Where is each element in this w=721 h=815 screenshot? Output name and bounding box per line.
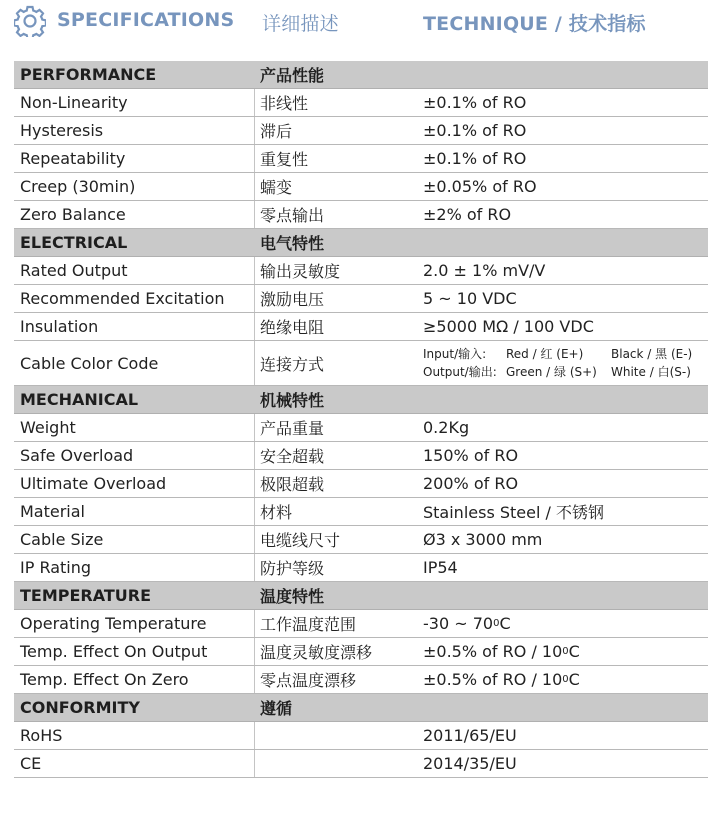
column-divider <box>254 722 255 749</box>
spec-row <box>14 722 708 750</box>
spec-value: 0.2Kg <box>423 418 470 437</box>
section-title-en: PERFORMANCE <box>20 65 157 84</box>
spec-row <box>14 313 708 341</box>
spec-label-cn: 电缆线尺寸 <box>260 531 341 550</box>
spec-label-en: IP Rating <box>20 558 92 577</box>
spec-row <box>14 201 708 229</box>
spec-label-en: Repeatability <box>20 149 126 168</box>
spec-label-cn: 蠕变 <box>260 178 293 197</box>
header-title-cn: 详细描述 <box>262 13 339 35</box>
spec-value: ≥5000 MΩ / 100 VDC <box>423 317 594 336</box>
spec-row <box>14 638 708 666</box>
column-divider <box>254 638 255 665</box>
color-code-input-neg: Black / 黑 (E-) <box>611 347 693 361</box>
cable-color-code <box>423 341 708 385</box>
temperature-unit: C <box>568 642 580 661</box>
spec-label-cn: 激励电压 <box>260 290 325 309</box>
spec-label-en: Creep (30min) <box>20 177 136 196</box>
column-divider <box>254 117 255 144</box>
section-header-row <box>14 229 708 257</box>
section-title-cn: 温度特性 <box>260 587 325 606</box>
column-divider <box>254 257 255 284</box>
spec-label-cn: 零点温度漂移 <box>260 671 357 690</box>
spec-value: Ø3 x 3000 mm <box>423 530 543 549</box>
spec-header <box>0 0 721 44</box>
section-title-en: ELECTRICAL <box>20 233 128 252</box>
spec-value: ±0.1% of RO <box>423 121 527 140</box>
header-title-fr: TECHNIQUE / 技术指标 <box>423 13 646 35</box>
spec-row <box>14 117 708 145</box>
column-divider <box>254 526 255 553</box>
temperature-unit: C <box>499 614 511 633</box>
spec-row <box>14 610 708 638</box>
spec-table <box>14 61 708 778</box>
color-code-output-neg: White / 白(S-) <box>611 365 691 379</box>
spec-label-cn: 防护等级 <box>260 559 325 578</box>
spec-label-cn: 温度灵敏度漂移 <box>260 643 373 662</box>
spec-label-cn: 零点输出 <box>260 206 325 225</box>
section-header-row <box>14 694 708 722</box>
spec-row <box>14 470 708 498</box>
spec-row <box>14 414 708 442</box>
spec-row <box>14 442 708 470</box>
spec-value-text: ±0.5% of RO / 10 <box>423 670 563 689</box>
section-header-row <box>14 386 708 414</box>
spec-label-en: Zero Balance <box>20 205 126 224</box>
spec-label-en: Rated Output <box>20 261 128 280</box>
spec-row <box>14 145 708 173</box>
header-title-en: SPECIFICATIONS <box>57 9 235 31</box>
spec-value: ±0.05% of RO <box>423 177 537 196</box>
column-divider <box>254 89 255 116</box>
spec-row <box>14 526 708 554</box>
spec-row <box>14 285 708 313</box>
spec-label-cn: 产品重量 <box>260 419 325 438</box>
column-divider <box>254 498 255 525</box>
spec-label-en: Temp. Effect On Zero <box>20 670 189 689</box>
column-divider <box>254 666 255 693</box>
spec-value: 200% of RO <box>423 474 519 493</box>
section-title-cn: 电气特性 <box>260 234 325 253</box>
spec-row <box>14 750 708 778</box>
spec-row <box>14 341 708 386</box>
spec-label-en: Material <box>20 502 85 521</box>
spec-value: 2.0 ± 1% mV/V <box>423 261 546 280</box>
column-divider <box>254 173 255 200</box>
column-divider <box>254 610 255 637</box>
spec-label-cn: 重复性 <box>260 150 309 169</box>
spec-label-en: Insulation <box>20 317 99 336</box>
spec-value: 2014/35/EU <box>423 754 517 773</box>
color-code-output-label: Output/输出: <box>423 365 497 379</box>
spec-row <box>14 554 708 582</box>
spec-label-en: Non-Linearity <box>20 93 128 112</box>
spec-row <box>14 666 708 694</box>
spec-label-en: CE <box>20 754 42 773</box>
column-divider <box>254 145 255 172</box>
spec-label-cn: 安全超载 <box>260 447 325 466</box>
spec-label-en: RoHS <box>20 726 63 745</box>
spec-label-cn <box>260 722 420 749</box>
spec-label-en: Weight <box>20 418 76 437</box>
color-code-input-pos: Red / 红 (E+) <box>506 347 584 361</box>
spec-label-cn: 连接方式 <box>260 354 325 374</box>
spec-label-cn: 极限超载 <box>260 475 325 494</box>
section-title-cn: 机械特性 <box>260 391 325 410</box>
column-divider <box>254 470 255 497</box>
spec-label-en: Cable Size <box>20 530 104 549</box>
spec-value: Stainless Steel / 不锈钢 <box>423 503 604 522</box>
spec-label-en: Safe Overload <box>20 446 134 465</box>
spec-value-text: ±0.5% of RO / 10 <box>423 642 563 661</box>
section-title-en: MECHANICAL <box>20 390 139 409</box>
spec-value: ±0.1% of RO <box>423 93 527 112</box>
spec-value-text: -30 ~ 70 <box>423 614 494 633</box>
spec-value: 5 ~ 10 VDC <box>423 289 517 308</box>
spec-label-en: Temp. Effect On Output <box>20 642 208 661</box>
column-divider <box>254 201 255 228</box>
spec-value: ±0.5% of RO / 10 0 C <box>423 642 580 661</box>
spec-row <box>14 173 708 201</box>
column-divider <box>254 554 255 581</box>
spec-value: -30 ~ 70 0 C <box>423 614 511 633</box>
spec-label-cn <box>260 750 420 777</box>
spec-row <box>14 89 708 117</box>
spec-label-cn: 绝缘电阻 <box>260 318 325 337</box>
section-header-row <box>14 61 708 89</box>
spec-label-cn: 滞后 <box>260 122 293 141</box>
spec-value: IP54 <box>423 558 458 577</box>
temperature-unit: C <box>568 670 580 689</box>
column-divider <box>254 750 255 777</box>
spec-label-en: Ultimate Overload <box>20 474 167 493</box>
column-divider <box>254 285 255 312</box>
spec-value: 150% of RO <box>423 446 519 465</box>
section-title-en: TEMPERATURE <box>20 586 152 605</box>
spec-label-en: Operating Temperature <box>20 614 207 633</box>
column-divider <box>254 341 255 385</box>
color-code-output-pos: Green / 绿 (S+) <box>506 365 597 379</box>
column-divider <box>254 442 255 469</box>
spec-row <box>14 257 708 285</box>
spec-row <box>14 498 708 526</box>
spec-label-en: Recommended Excitation <box>20 289 225 308</box>
gear-icon <box>14 5 46 37</box>
section-title-cn: 产品性能 <box>260 66 325 85</box>
spec-label-cn: 非线性 <box>260 94 309 113</box>
spec-label-cn: 材料 <box>260 503 293 522</box>
color-code-input-label: Input/输入: <box>423 347 487 361</box>
spec-value: ±2% of RO <box>423 205 512 224</box>
spec-value: 2011/65/EU <box>423 726 517 745</box>
spec-value: ±0.5% of RO / 10 0 C <box>423 670 580 689</box>
spec-label-en: Cable Color Code <box>20 353 159 373</box>
spec-label-cn: 工作温度范围 <box>260 615 357 634</box>
section-title-cn: 遵循 <box>260 699 293 718</box>
spec-value: ±0.1% of RO <box>423 149 527 168</box>
spec-label-en: Hysteresis <box>20 121 104 140</box>
column-divider <box>254 313 255 340</box>
spec-label-cn: 输出灵敏度 <box>260 262 341 281</box>
section-title-en: CONFORMITY <box>20 698 140 717</box>
column-divider <box>254 414 255 441</box>
section-header-row <box>14 582 708 610</box>
